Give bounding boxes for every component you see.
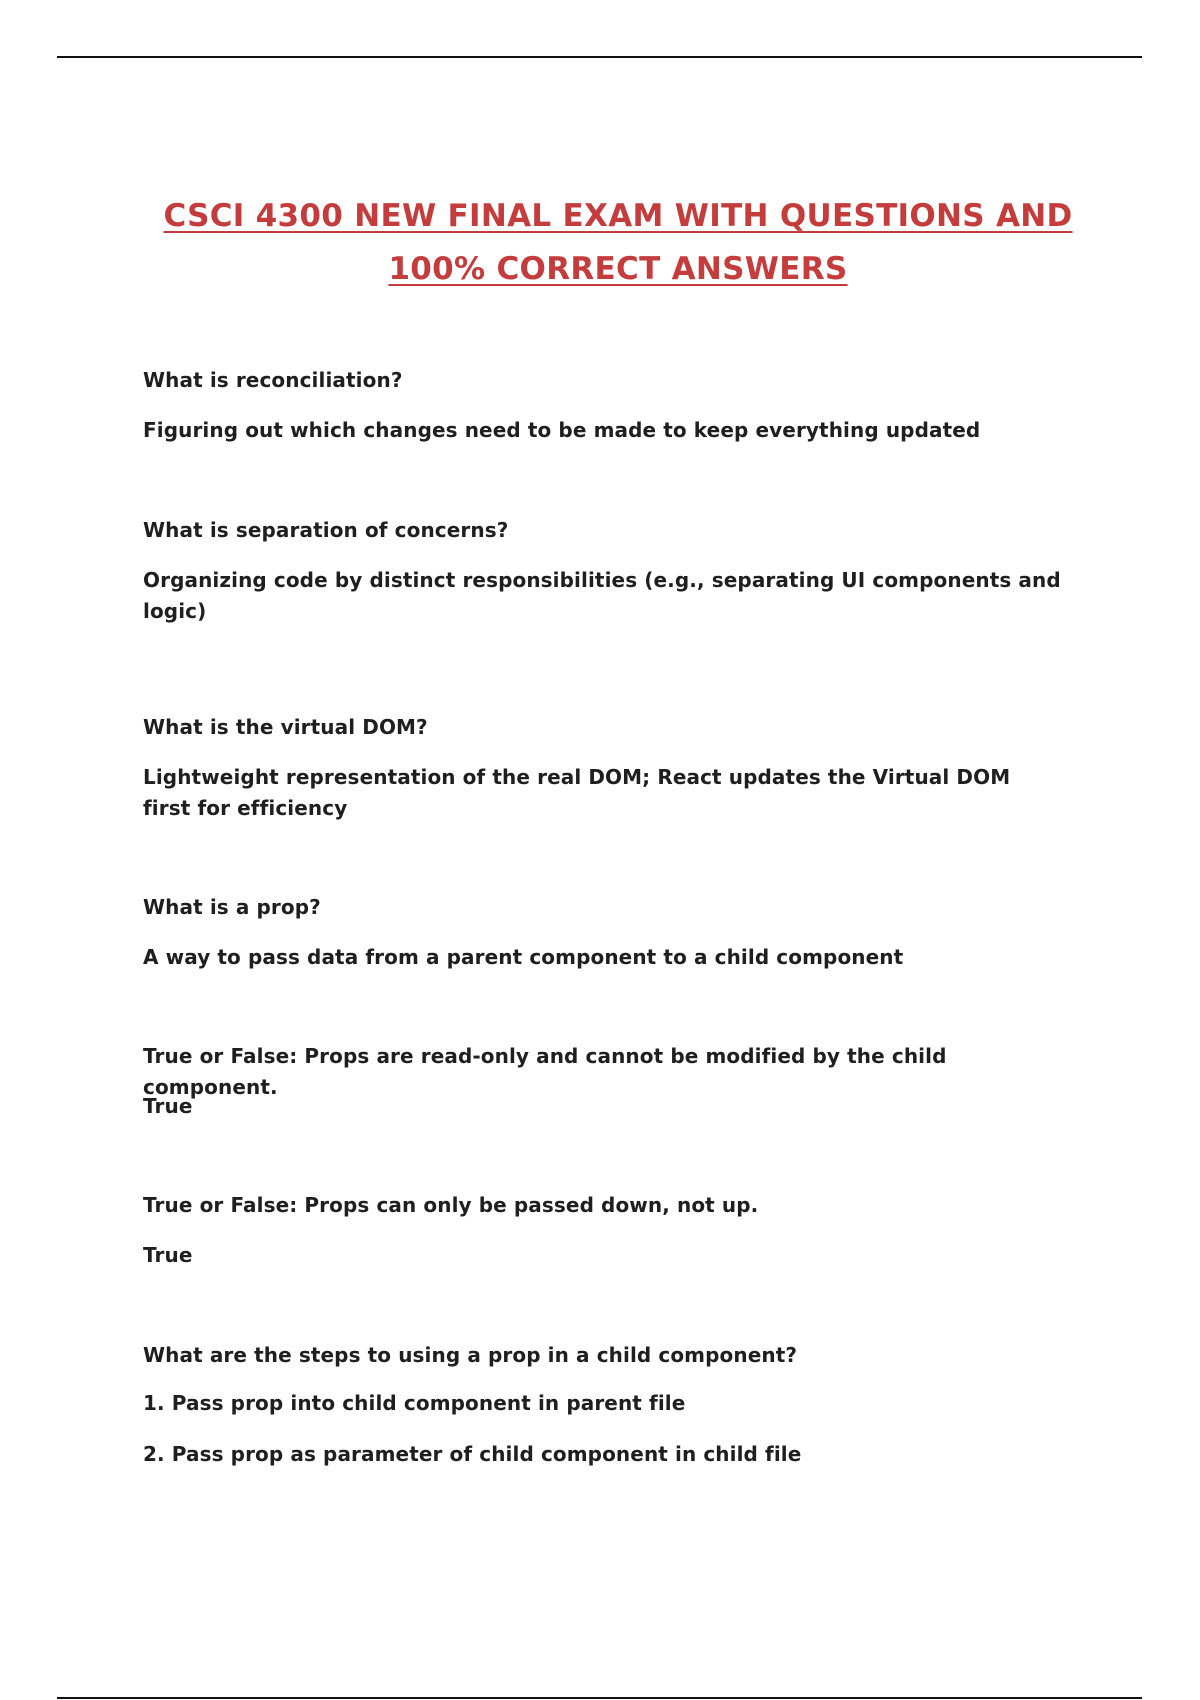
question-4: What is a prop? [143, 895, 321, 919]
bottom-rule [57, 1697, 1142, 1699]
question-1: What is reconciliation? [143, 368, 403, 392]
title-line-2: 100% CORRECT ANSWERS [388, 251, 848, 287]
answer-7-step-1: 1. Pass prop into child component in parent file [143, 1391, 686, 1415]
answer-6: True [143, 1243, 193, 1267]
answer-7-step-2: 2. Pass prop as parameter of child component in child file [143, 1442, 802, 1466]
question-3: What is the virtual DOM? [143, 715, 428, 739]
question-2: What is separation of concerns? [143, 518, 509, 542]
answer-5: True [143, 1094, 193, 1118]
answer-2: Organizing code by distinct responsibilities (e.g., separating UI components and logic) [143, 568, 1061, 623]
document-title [0, 190, 1200, 296]
question-6: True or False: Props can only be passed down, not up. [143, 1193, 759, 1217]
answer-3: Lightweight representation of the real DOM; React updates the Virtual DOM first for efficiency [143, 765, 1011, 820]
answer-4: A way to pass data from a parent component to a child component [143, 945, 904, 969]
question-7: What are the steps to using a prop in a child component? [143, 1343, 798, 1367]
question-5: True or False: Props are read-only and cannot be modified by the child component. [143, 1044, 947, 1099]
top-rule [57, 56, 1142, 58]
title-line-1: CSCI 4300 NEW FINAL EXAM WITH QUESTIONS AND [163, 198, 1073, 234]
answer-1: Figuring out which changes need to be made to keep everything updated [143, 418, 981, 442]
